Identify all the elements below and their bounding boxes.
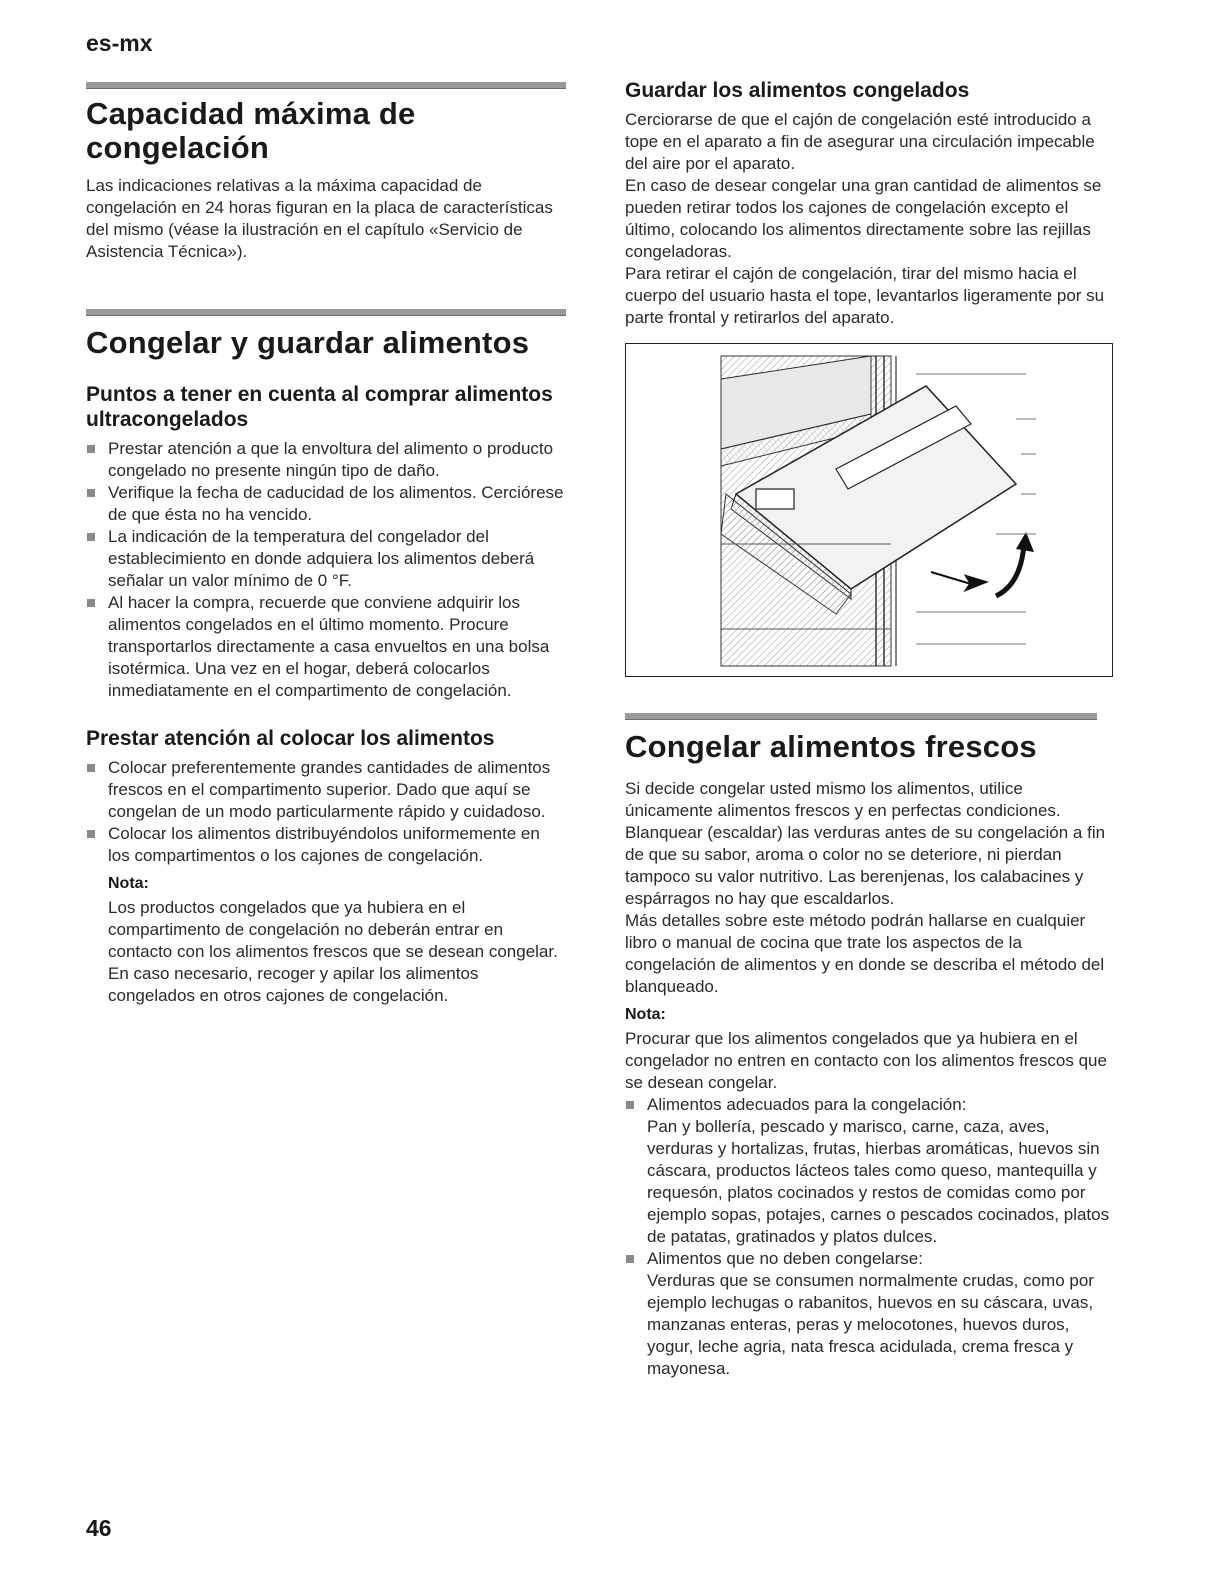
storing-paragraph-2: En caso de desear congelar una gran cantidad de alimentos se pueden retirar todos los cajones de congelación excepto el último, colocando los alimentos directamente sobre las rejillas congeladoras. — [625, 176, 1102, 261]
list-item: Prestar atención a que la envoltura del alimento o producto congelado no presente ningún tipo de daño. — [86, 438, 566, 482]
placing-list — [86, 757, 566, 867]
bullet-icon — [87, 599, 95, 607]
buying-list — [86, 438, 566, 702]
subsection-title-storing: Guardar los alimentos congelados — [625, 79, 970, 102]
freezer-drawer-illustration — [625, 343, 1113, 677]
drawer-removal-drawing — [626, 344, 1112, 676]
bullet-icon — [626, 1101, 634, 1109]
list-item: Alimentos que no deben congelarse: Verduras que se consumen normalmente crudas, como por ejemplo lechugas o rabanitos, huevos en su cáscara, uvas, manzanas enteras, peras y melocotones, huevos duros, yogur, leche agria, nata fresca acidulada, crema fresca y mayonesa. — [625, 1248, 1115, 1380]
page-number: 46 — [86, 1515, 112, 1541]
section-rule — [86, 309, 566, 316]
bullet-icon — [87, 489, 95, 497]
list-item: La indicación de la temperatura del congelador del establecimiento en donde adquiera los alimentos deberá señalar un valor mínimo de 0 °F. — [86, 526, 566, 592]
bullet-icon — [87, 533, 95, 541]
list-item: Al hacer la compra, recuerde que conviene adquirir los alimentos congelados en el último momento. Procure transportarlos directamente a casa envueltos en una bolsa isotérmica. Una vez en el hogar, deberá colocarlos inmediatamente en el compartimento de congelación. — [86, 592, 566, 702]
note-label: Nota: — [108, 875, 149, 892]
fresh-paragraph-3: Más detalles sobre este método podrán hallarse en cualquier libro o manual de cocina que trate los aspectos de la congelación de alimentos y en donde se describa el método del blanqueado. — [625, 911, 1105, 996]
section-title-capacity: Capacidad máxima de congelación — [86, 96, 416, 165]
bullet-icon — [626, 1255, 634, 1263]
bullet-icon — [87, 445, 95, 453]
list-item: Colocar preferentemente grandes cantidades de alimentos frescos en el compartimento superior. Dado que aquí se congelan de un modo particularmente rápido y cuidadoso. — [86, 757, 566, 823]
subsection-title-placing: Prestar atención al colocar los alimentos — [86, 727, 495, 750]
storing-paragraph-3: Para retirar el cajón de congelación, tirar del mismo hacia el cuerpo del usuario hasta el tope, levantarlos ligeramente por su parte frontal y retirarlos del aparato. — [625, 264, 1105, 327]
list-item: Verifique la fecha de caducidad de los alimentos. Cerciórese de que ésta no ha vencido. — [86, 482, 566, 526]
language-code: es-mx — [86, 30, 153, 56]
bullet-icon — [87, 830, 95, 838]
right-column — [625, 78, 1115, 1380]
fresh-paragraph-2: Blanquear (escaldar) las verduras antes de su congelación a fin de que su sabor, aroma o color no se deteriore, ni pierdan tampoco su valor nutritivo. Las berenjenas, los calabacines y espárragos no hay que escaldarlos. — [625, 823, 1106, 908]
capacity-text: Las indicaciones relativas a la máxima capacidad de congelación en 24 horas figuran en la placa de características del mismo (véase la ilustración en el capítulo «Servicio de Asistencia Técnica»). — [86, 176, 553, 261]
list-item: Alimentos adecuados para la congelación: Pan y bollería, pescado y marisco, carne, caza, aves, verduras y hortalizas, frutas, hierbas aromáticas, huevos sin cáscara, productos lácteos tales como queso, mantequilla y requesón, platos cocinados y restos de comidas como por ejemplo sopas, potajes, carnes o pescados cocinados, platos de patatas, gratinados y platos dulces. — [625, 1094, 1115, 1248]
subsection-title-buying: Puntos a tener en cuenta al comprar alimentos ultracongelados — [86, 383, 553, 431]
section-rule — [625, 713, 1097, 720]
note-text: Procurar que los alimentos congelados que ya hubiera en el congelador no entren en contacto con los alimentos frescos que se desean congelar. — [625, 1029, 1107, 1092]
section-title-fresh: Congelar alimentos frescos — [625, 729, 1037, 764]
note-text: Los productos congelados que ya hubiera en el compartimento de congelación no deberán entrar en contacto con los alimentos frescos que se desean congelar. En caso necesario, recoger y apilar los alimentos congelados en otros cajones de congelación. — [108, 898, 558, 1005]
fresh-paragraph-1: Si decide congelar usted mismo los alimentos, utilice únicamente alimentos frescos y en perfectas condiciones. — [625, 779, 1061, 820]
left-column — [86, 82, 566, 1007]
note-block — [86, 873, 566, 1007]
list-item: Colocar los alimentos distribuyéndolos uniformemente en los compartimentos o los cajones de congelación. — [86, 823, 566, 867]
note-label: Nota: — [625, 1006, 666, 1023]
storing-paragraph-1: Cerciorarse de que el cajón de congelación esté introducido a tope en el aparato a fin de asegurar una circulación impecable del aire por el aparato. — [625, 110, 1095, 173]
section-rule — [86, 82, 566, 89]
section-title-freeze-store: Congelar y guardar alimentos — [86, 325, 530, 360]
foods-list — [625, 1094, 1115, 1380]
bullet-icon — [87, 764, 95, 772]
